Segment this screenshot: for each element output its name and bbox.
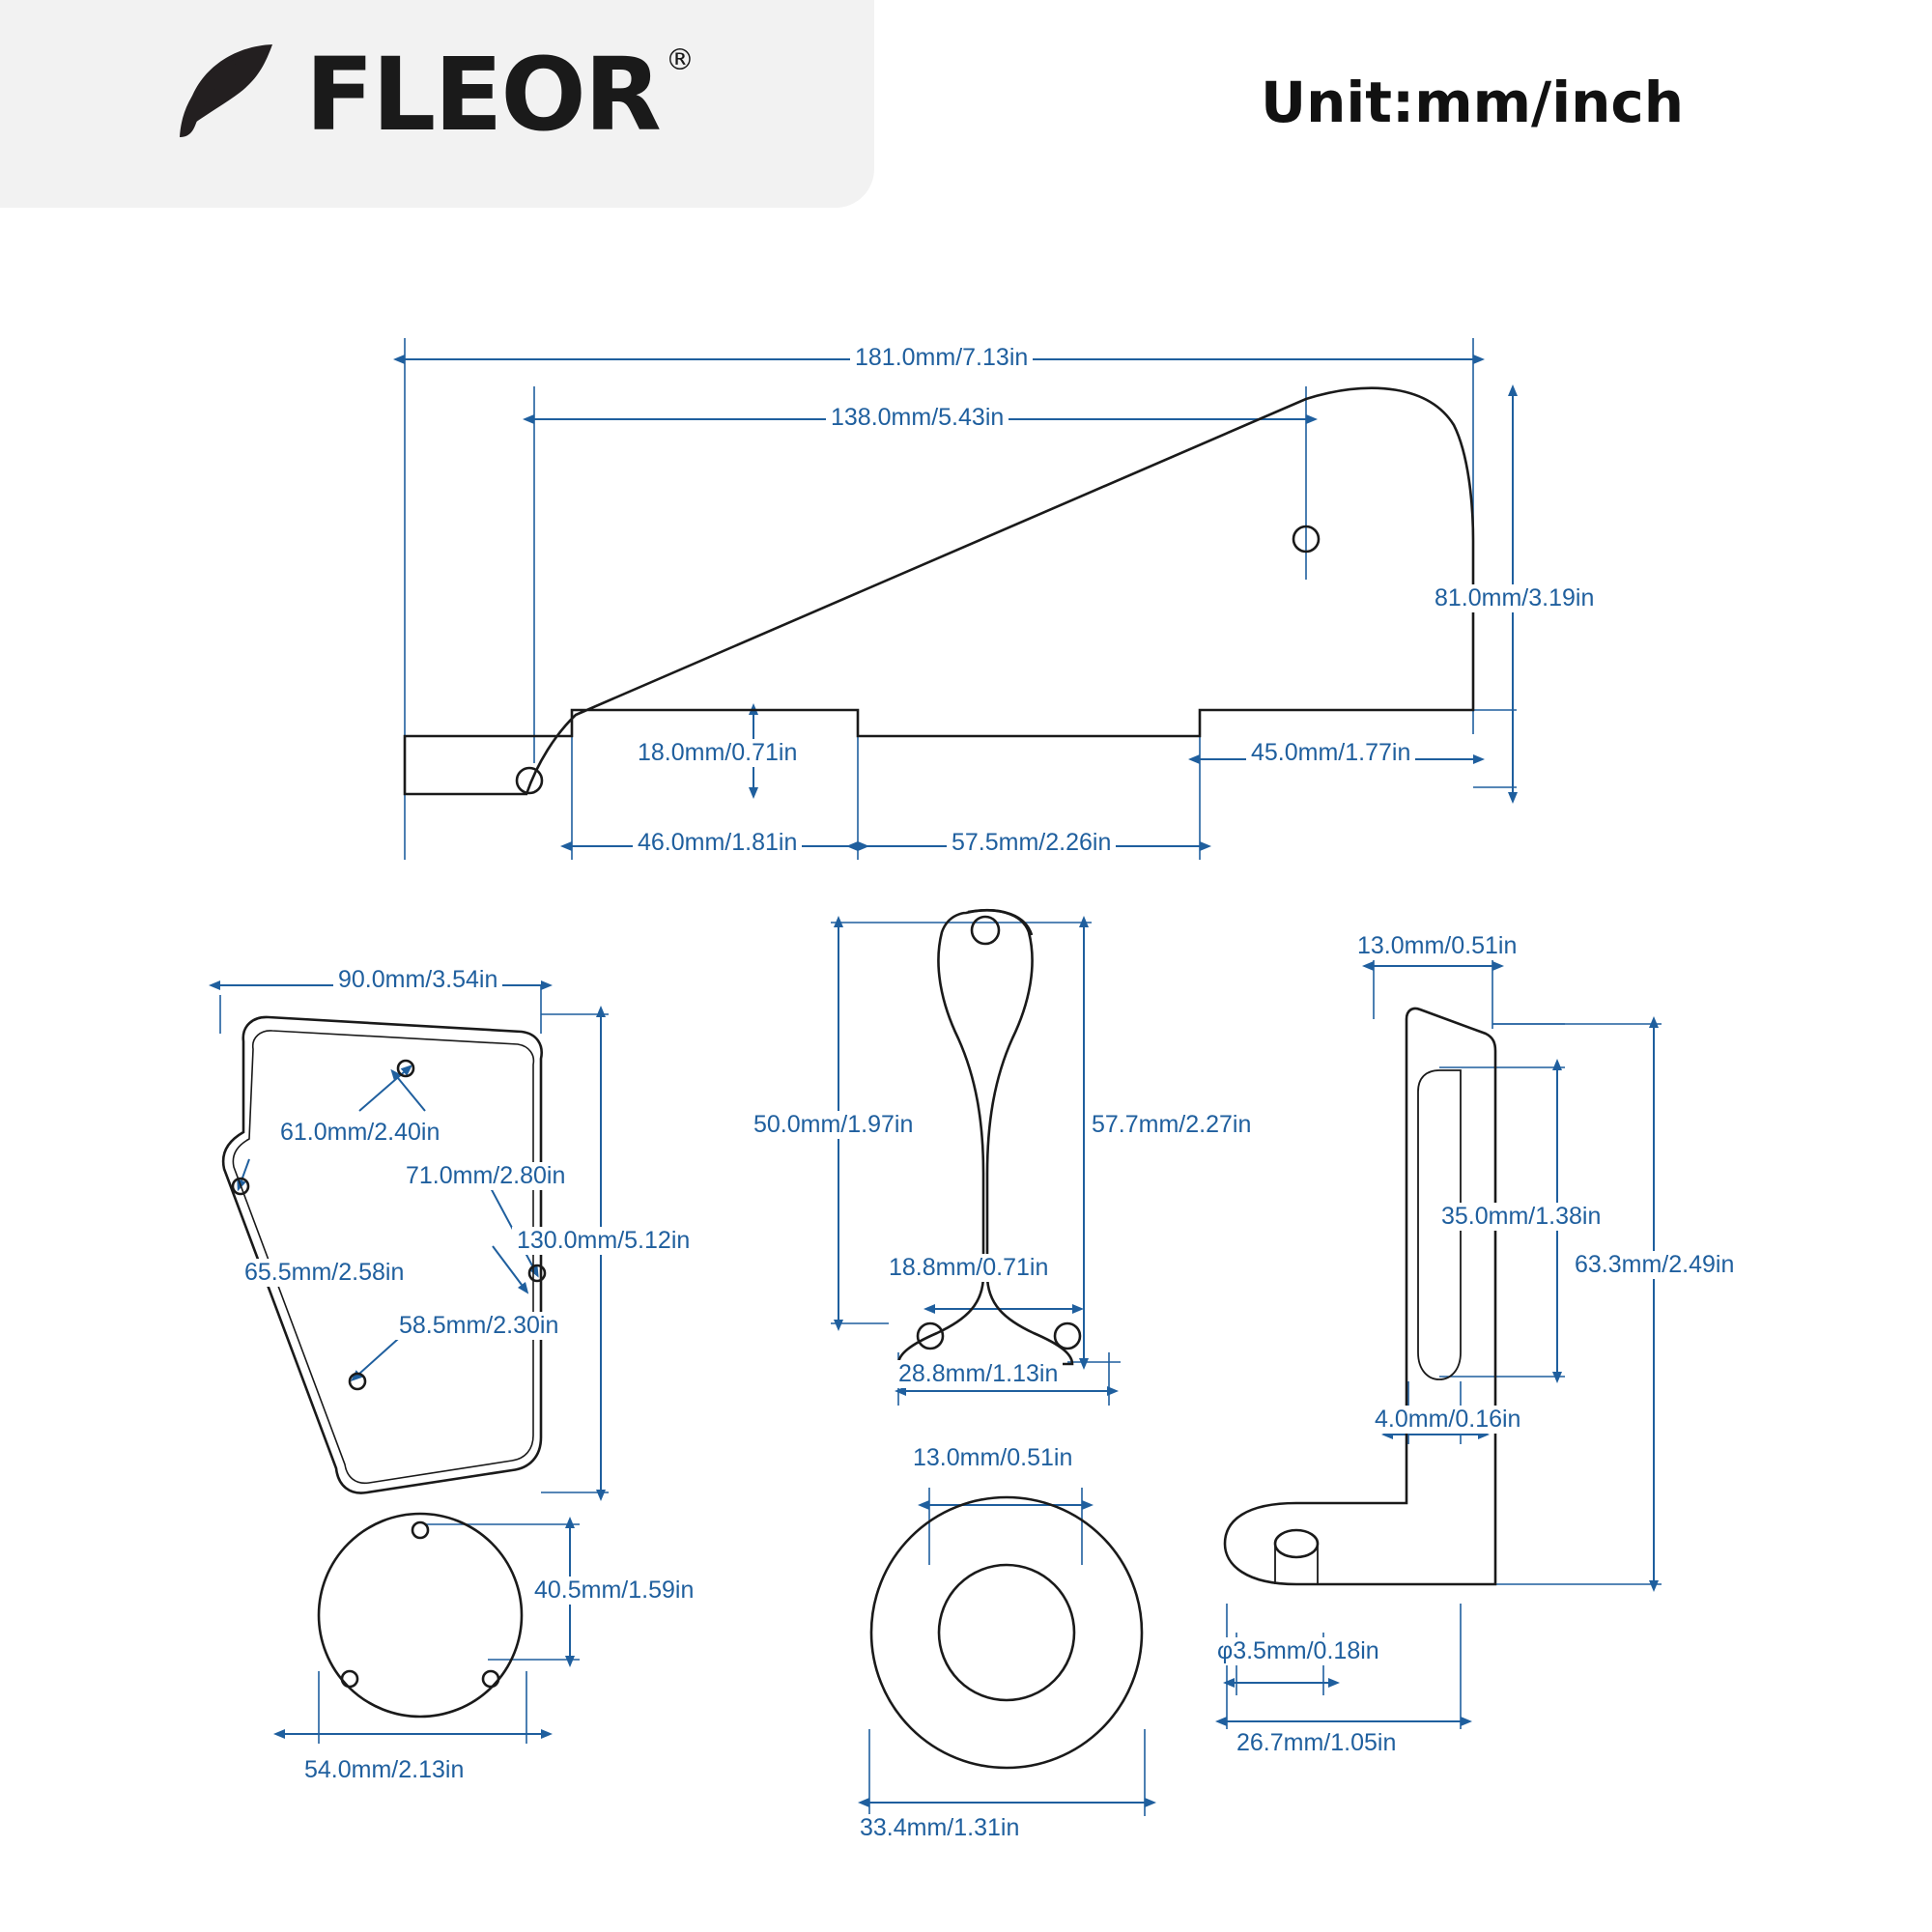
dim-pickguard-height: 81.0mm/3.19in: [1430, 584, 1599, 612]
dim-bracket-top-width: 13.0mm/0.51in: [1352, 932, 1521, 960]
dim-pickguard-inner-width: 138.0mm/5.43in: [826, 404, 1009, 432]
brand-name: FLEOR: [305, 36, 660, 154]
dim-truss-width: 28.8mm/1.13in: [894, 1360, 1063, 1388]
dim-washer-outer: 33.4mm/1.31in: [855, 1814, 1024, 1842]
dim-bracket-depth: 26.7mm/1.05in: [1232, 1729, 1401, 1757]
dim-pickguard-right-notch: 45.0mm/1.77in: [1246, 739, 1415, 767]
dim-bracket-height: 63.3mm/2.49in: [1570, 1251, 1739, 1279]
dim-pickguard-mid-notch: 57.5mm/2.26in: [947, 829, 1116, 857]
dim-switch-diameter: 54.0mm/2.13in: [299, 1756, 469, 1784]
dim-truss-height-right: 57.7mm/2.27in: [1087, 1111, 1256, 1139]
dim-bracket-slot-width: 4.0mm/0.16in: [1370, 1406, 1525, 1434]
unit-title: Unit:mm/inch: [1261, 70, 1685, 135]
dim-cover-hole-4: 58.5mm/2.30in: [394, 1312, 563, 1340]
dim-truss-hole-gap: 18.8mm/0.71in: [884, 1254, 1053, 1282]
registered-mark-icon: ®: [665, 43, 693, 77]
dim-pickguard-step-height: 18.0mm/0.71in: [633, 739, 802, 767]
dim-washer-inner: 13.0mm/0.51in: [908, 1444, 1077, 1472]
dim-cover-width: 90.0mm/3.54in: [333, 966, 502, 994]
dim-bracket-hole-dia: φ3.5mm/0.18in: [1212, 1637, 1384, 1665]
dim-cover-hole-2: 71.0mm/2.80in: [401, 1162, 570, 1190]
dim-cover-height: 130.0mm/5.12in: [512, 1227, 695, 1255]
dim-bracket-slot-len: 35.0mm/1.38in: [1436, 1203, 1605, 1231]
dim-cover-hole-3: 65.5mm/2.58in: [240, 1259, 409, 1287]
dim-pickguard-total-width: 181.0mm/7.13in: [850, 344, 1033, 372]
dim-pickguard-left-notch: 46.0mm/1.81in: [633, 829, 802, 857]
dim-cover-hole-1: 61.0mm/2.40in: [275, 1119, 444, 1147]
dim-truss-height-left: 50.0mm/1.97in: [749, 1111, 918, 1139]
dim-switch-holes: 40.5mm/1.59in: [529, 1577, 698, 1605]
